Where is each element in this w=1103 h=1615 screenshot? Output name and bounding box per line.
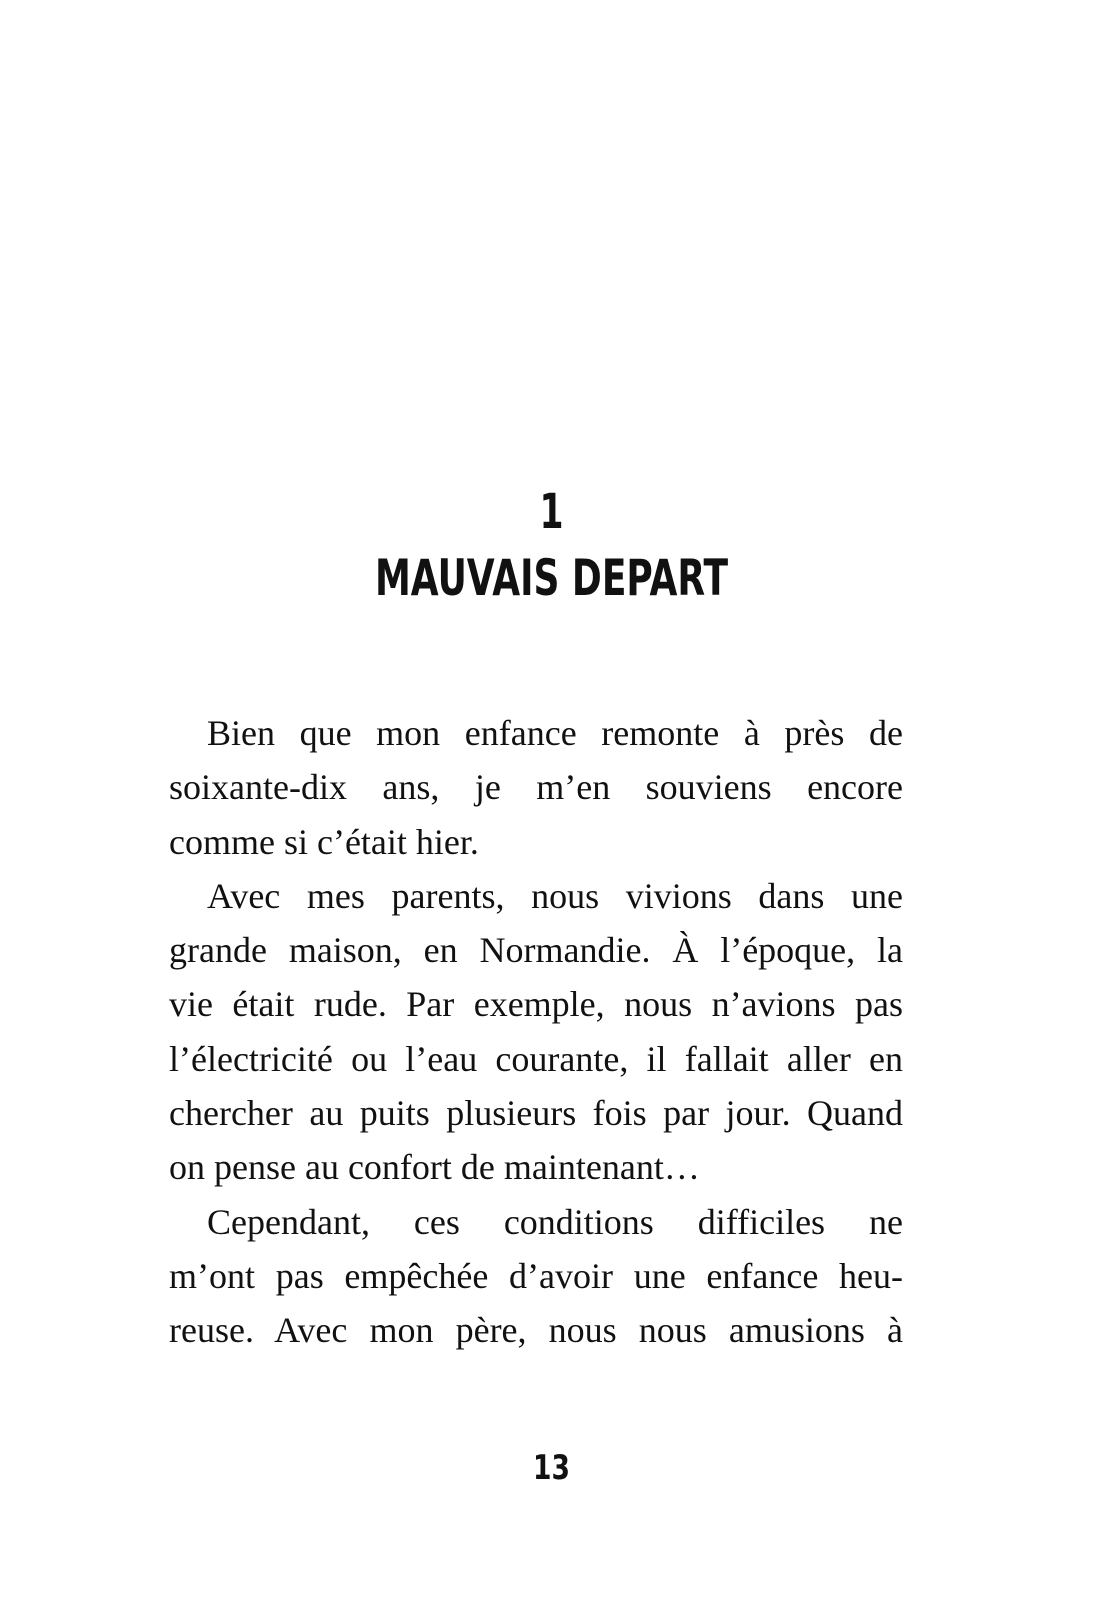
body-text <box>169 706 903 1358</box>
text-line: Cependant, ces conditions difficiles ne <box>207 1201 903 1242</box>
paragraph <box>169 1195 903 1358</box>
text-line: m’ont pas empêchée d’avoir une enfance heu- <box>169 1255 903 1296</box>
text-line: soixante-dix ans, je m’en souviens encore <box>169 767 903 808</box>
text-line: reuse. Avec mon père, nous nous amusions à <box>169 1310 903 1351</box>
paragraph <box>169 706 903 869</box>
text-line: Avec mes parents, nous vivions dans une <box>207 875 903 916</box>
page-number: 13 <box>533 1448 570 1488</box>
chapter-number: 1 <box>539 484 564 540</box>
paragraph <box>169 869 903 1195</box>
text-line: Bien que mon enfance remonte à près de <box>207 713 903 753</box>
text-line: chercher au puits plusieurs fois par jour. Quand <box>169 1093 903 1134</box>
text-line: on pense au confort de maintenant… <box>169 1147 700 1188</box>
text-line: vie était rude. Par exemple, nous n’avions pas <box>169 984 903 1025</box>
text-line: comme si c’était hier. <box>169 821 479 862</box>
text-line: l’électricité ou l’eau courante, il fallait aller en <box>169 1038 903 1079</box>
text-line: grande maison, en Normandie. À l’époque, la <box>169 930 903 971</box>
chapter-title: MAUVAIS DEPART <box>374 549 729 607</box>
